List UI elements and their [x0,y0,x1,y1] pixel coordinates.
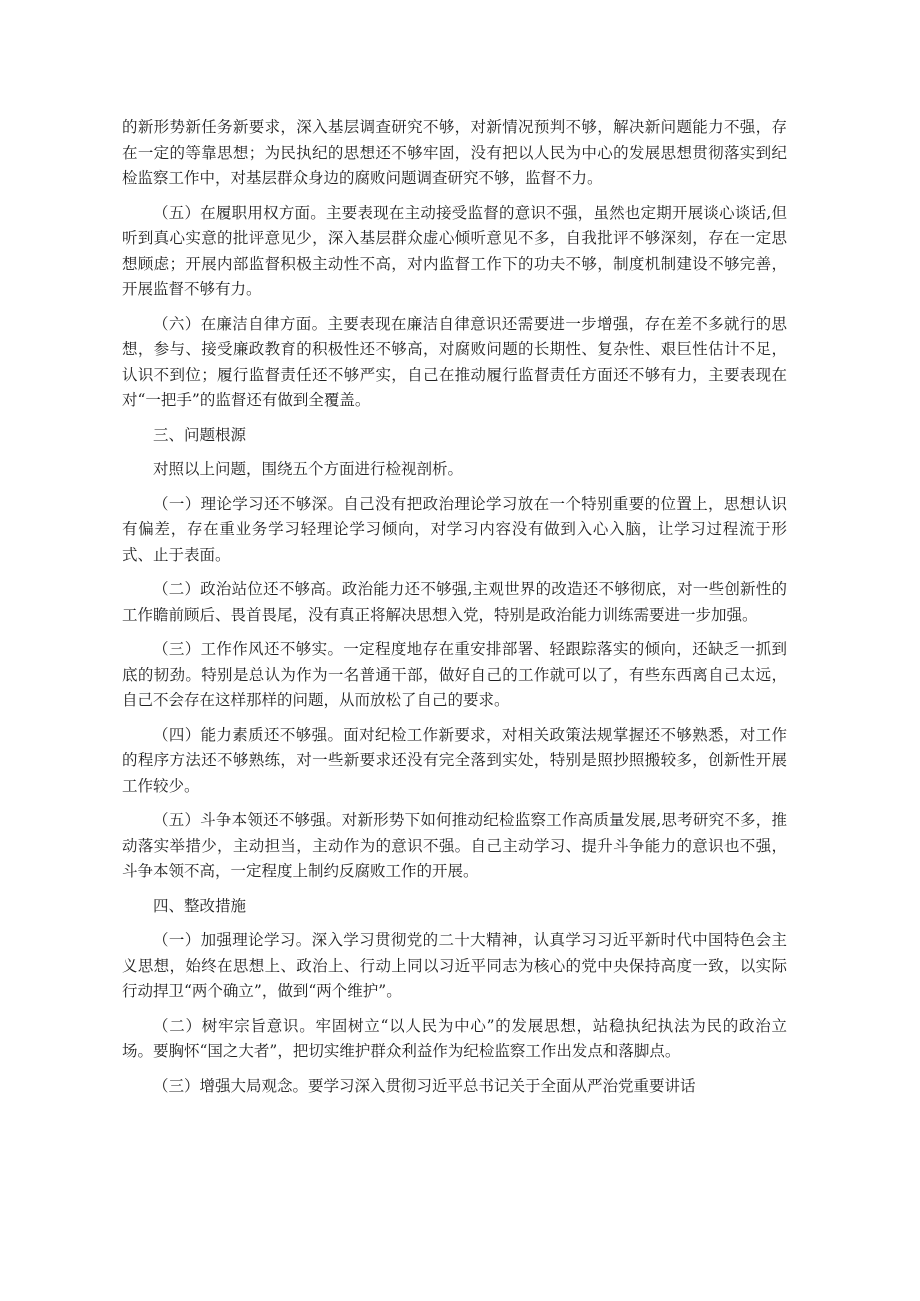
paragraph-integrity-self-discipline: （六）在廉洁自律方面。主要表现在廉洁自律意识还需要进一步增强，存在差不多就行的思想，参与、接受廉政教育的积极性还不够高，对腐败问题的长期性、复杂性、艰巨性估计不足，认识不到位；履行监督责任还不够严实，自己在推动履行监督责任方面还不够有力，主要表现在对“一把手”的监督还有做到全覆盖。 [122,314,787,409]
paragraph-ability-quality: （四）能力素质还不够强。面对纪检工作新要求，对相关政策法规掌握还不够熟悉，对工作的程序方法还不够熟练，对一些新要求还没有完全落到实处，特别是照抄照搬较多，创新性开展工作较少。 [122,725,787,795]
paragraph-political-stance: （二）政治站位还不够高。政治能力还不够强,主观世界的改造还不够彻底，对一些创新性的工作瞻前顾后、畏首畏尾，没有真正将解决思想入党，特别是政治能力训练需要进一步加强。 [122,580,787,624]
paragraph-continuation: 的新形势新任务新要求，深入基层调查研究不够，对新情况预判不够，解决新问题能力不强，存在一定的等靠思想；为民执纪的思想还不够牢固，没有把以人民为中心的发展思想贯彻落实到纪检监察工作中，对基层群众身边的腐败问题调查研究不够，监督不力。 [122,118,787,187]
section-heading-root-causes: 三、问题根源 [153,425,247,444]
paragraph-intro-analysis: 对照以上问题，围绕五个方面进行检视剖析。 [153,460,464,478]
paragraph-performance-of-duty: （五）在履职用权方面。主要表现在主动接受监督的意识不强，虽然也定期开展谈心谈话,但听到真心实意的批评意见少，深入基层群众虚心倾听意见不多，自我批评不够深刻，存在一定思想顾虑；开展内部监督积极主动性不高，对内监督工作下的功夫不够，制度机制建设不够完善，开展监督不够有力。 [122,203,787,298]
document-body [122,115,787,1108]
paragraph-overall-view: （三）增强大局观念。要学习深入贯彻习近平总书记关于全面从严治党重要讲话 [153,1076,696,1095]
paragraph-strengthen-theory: （一）加强理论学习。深入学习贯彻党的二十大精神，认真学习习近平新时代中国特色会主义思想，始终在思想上、政治上、行动上同以习近平同志为核心的党中央保持高度一致，以实际行动捍卫“两个确立”，做到“两个维护”。 [122,931,787,1000]
paragraph-theory-study: （一）理论学习还不够深。自己没有把政治理论学习放在一个特别重要的位置上，思想认识有偏差，存在重业务学习轻理论学习倾向，对学习内容没有做到入心入脑，让学习过程流于形式、止于表面。 [122,494,787,564]
paragraph-struggle-skills: （五）斗争本领还不够强。对新形势下如何推动纪检监察工作高质量发展,思考研究不多，推动落实举措少，主动担当，主动作为的意识不强。自己主动学习、提升斗争能力的意识也不强，斗争本领不高，一定程度上制约反腐败工作的开展。 [122,811,787,880]
paragraph-work-style: （三）工作作风还不够实。一定程度地存在重安排部署、轻跟踪落实的倾向，还缺乏一抓到底的韧劲。特别是总认为作为一名普通干部，做好自己的工作就可以了，有些东西离自己太远，自己不会存在这样那样的问题，从而放松了自己的要求。 [122,640,787,709]
section-heading-rectification: 四、整改措施 [153,896,247,915]
paragraph-purpose-awareness: （二）树牢宗旨意识。牢固树立“以人民为中心”的发展思想，站稳执纪执法为民的政治立场。要胸怀“国之大者”，把切实维护群众利益作为纪检监察工作出发点和落脚点。 [122,1016,787,1060]
